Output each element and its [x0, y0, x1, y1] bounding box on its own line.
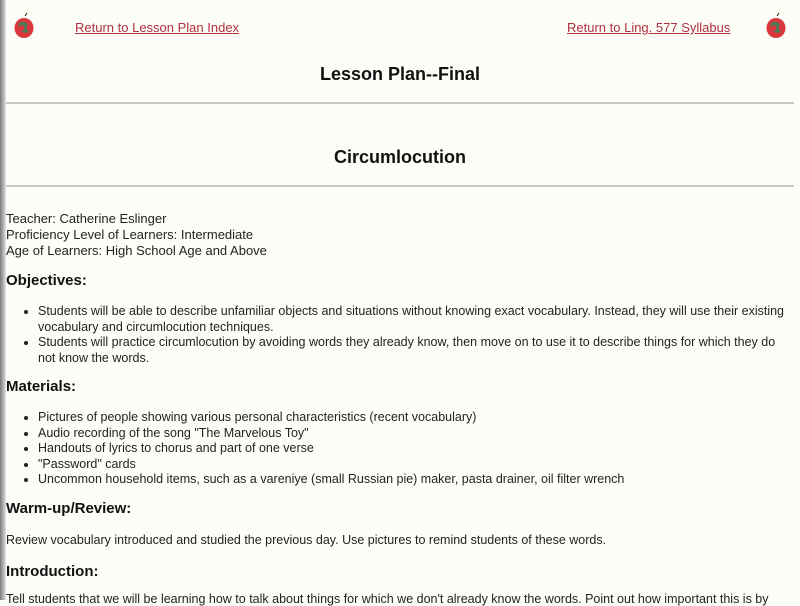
- objectives-list: [6, 304, 793, 366]
- materials-list: [6, 410, 793, 488]
- page-title: Lesson Plan--Final: [319, 64, 481, 84]
- materials-heading: Materials:: [6, 378, 77, 395]
- list-item: • Audio recording of the song "The Marvelous Toy": [38, 426, 793, 442]
- divider: [6, 185, 794, 187]
- list-item: • Uncommon household items, such as a vareniye (small Russian pie) maker, pasta drainer, oil filter wrench: [38, 472, 793, 488]
- divider: [6, 102, 794, 104]
- return-to-lesson-plan-index-link[interactable]: Return to Lesson Plan Index: [75, 20, 240, 35]
- introduction-heading: Introduction:: [6, 563, 99, 580]
- list-item: • Handouts of lyrics to chorus and part of one verse: [38, 441, 793, 457]
- introduction-text: Tell students that we will be learning how to talk about things for which we don't already know the words. Point out how important this is by: [6, 592, 769, 606]
- objectives-heading: Objectives:: [6, 272, 87, 289]
- list-item: • Students will be able to describe unfamiliar objects and situations without knowing exact vocabulary. Instead, they will use their existing vocabulary and circumlocution techniques.: [38, 304, 793, 335]
- teacher-line: Teacher: Catherine Eslinger: [6, 211, 167, 226]
- warmup-text: Review vocabulary introduced and studied the previous day. Use pictures to remind students of these words.: [6, 533, 607, 547]
- warmup-heading: Warm-up/Review:: [6, 500, 132, 517]
- return-to-syllabus-link[interactable]: Return to Ling. 577 Syllabus: [567, 20, 731, 35]
- list-item: • "Password" cards: [38, 457, 793, 473]
- proficiency-line: Proficiency Level of Learners: Intermediate: [6, 227, 254, 242]
- list-item: • Students will practice circumlocution by avoiding words they already know, then move on to use it to describe things for which they do not know the words.: [38, 335, 793, 366]
- apple-icon: [13, 12, 35, 40]
- age-line: Age of Learners: High School Age and Above: [6, 243, 267, 258]
- top-navigation: [6, 0, 800, 55]
- document-page: [6, 0, 800, 606]
- lesson-meta: [6, 211, 267, 259]
- list-item: • Pictures of people showing various personal characteristics (recent vocabulary): [38, 410, 793, 426]
- apple-icon: [765, 12, 787, 40]
- lesson-title: Circumlocution: [333, 147, 466, 167]
